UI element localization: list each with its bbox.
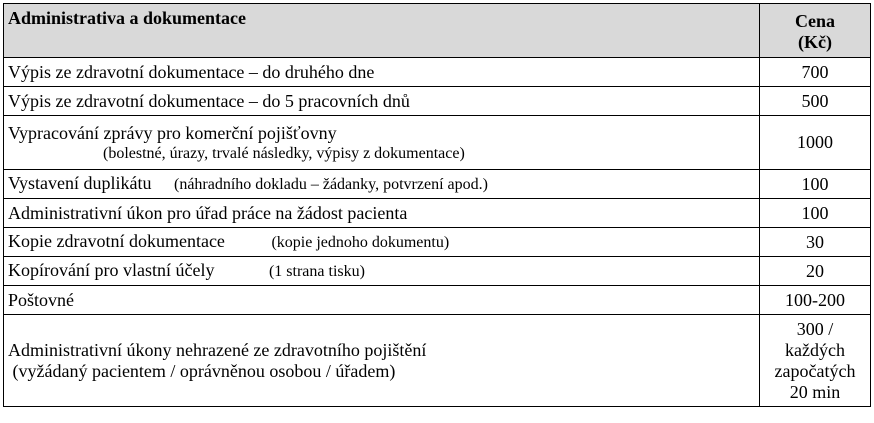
row-price — [760, 315, 871, 407]
table-row — [4, 116, 871, 170]
header-name: Administrativa a dokumentace — [4, 4, 760, 58]
row-price-line: 300 / — [796, 318, 834, 339]
row-price: 700 — [760, 58, 871, 87]
table-header-row — [4, 4, 871, 58]
row-name: Administrativní úkony nehrazené ze zdravotního pojištění — [8, 339, 427, 360]
price-table — [3, 3, 871, 407]
row-price: 1000 — [760, 116, 871, 170]
row-cell — [4, 228, 760, 257]
row-note: (náhradního dokladu – žádanky, potvrzení apod.) — [173, 176, 488, 193]
row-cell — [4, 315, 760, 407]
row-price-line: každých — [785, 339, 845, 360]
row-price-line: započatých — [774, 360, 856, 381]
table-row — [4, 228, 871, 257]
row-name: Kopie zdravotní dokumentace — [8, 231, 225, 251]
row-name: Poštovné — [4, 286, 760, 315]
row-note: (vyžádaný pacientem / oprávněnou osobou / úřadem) — [8, 360, 396, 381]
table-row — [4, 170, 871, 199]
row-cell — [4, 257, 760, 286]
table-row — [4, 199, 871, 228]
row-price: 500 — [760, 87, 871, 116]
header-price-line1: Cena — [795, 10, 835, 31]
row-note: (1 strana tisku) — [268, 263, 365, 280]
row-price: 30 — [760, 228, 871, 257]
row-cell — [4, 170, 760, 199]
table-row — [4, 315, 871, 407]
row-cell — [4, 116, 760, 170]
table-row — [4, 58, 871, 87]
row-name: Výpis ze zdravotní dokumentace – do druhého dne — [4, 58, 760, 87]
table-row — [4, 286, 871, 315]
row-price: 100-200 — [760, 286, 871, 315]
row-note: (kopie jednoho dokumentu) — [271, 234, 450, 251]
row-price: 100 — [760, 170, 871, 199]
table-row — [4, 257, 871, 286]
header-price — [760, 4, 871, 58]
row-price: 20 — [760, 257, 871, 286]
row-name: Kopírování pro vlastní účely — [8, 260, 215, 280]
row-price: 100 — [760, 199, 871, 228]
row-price-line: 20 min — [789, 381, 841, 402]
row-name: Vystavení duplikátu — [8, 173, 152, 193]
row-name: Vypracování zprávy pro komerční pojišťovny — [8, 122, 337, 143]
row-name: Výpis ze zdravotní dokumentace – do 5 pracovních dnů — [4, 87, 760, 116]
header-price-line2: (Kč) — [798, 31, 832, 52]
row-name: Administrativní úkon pro úřad práce na žádost pacienta — [4, 199, 760, 228]
table-row — [4, 87, 871, 116]
row-note: (bolestné, úrazy, trvalé následky, výpisy z dokumentace) — [103, 144, 465, 162]
